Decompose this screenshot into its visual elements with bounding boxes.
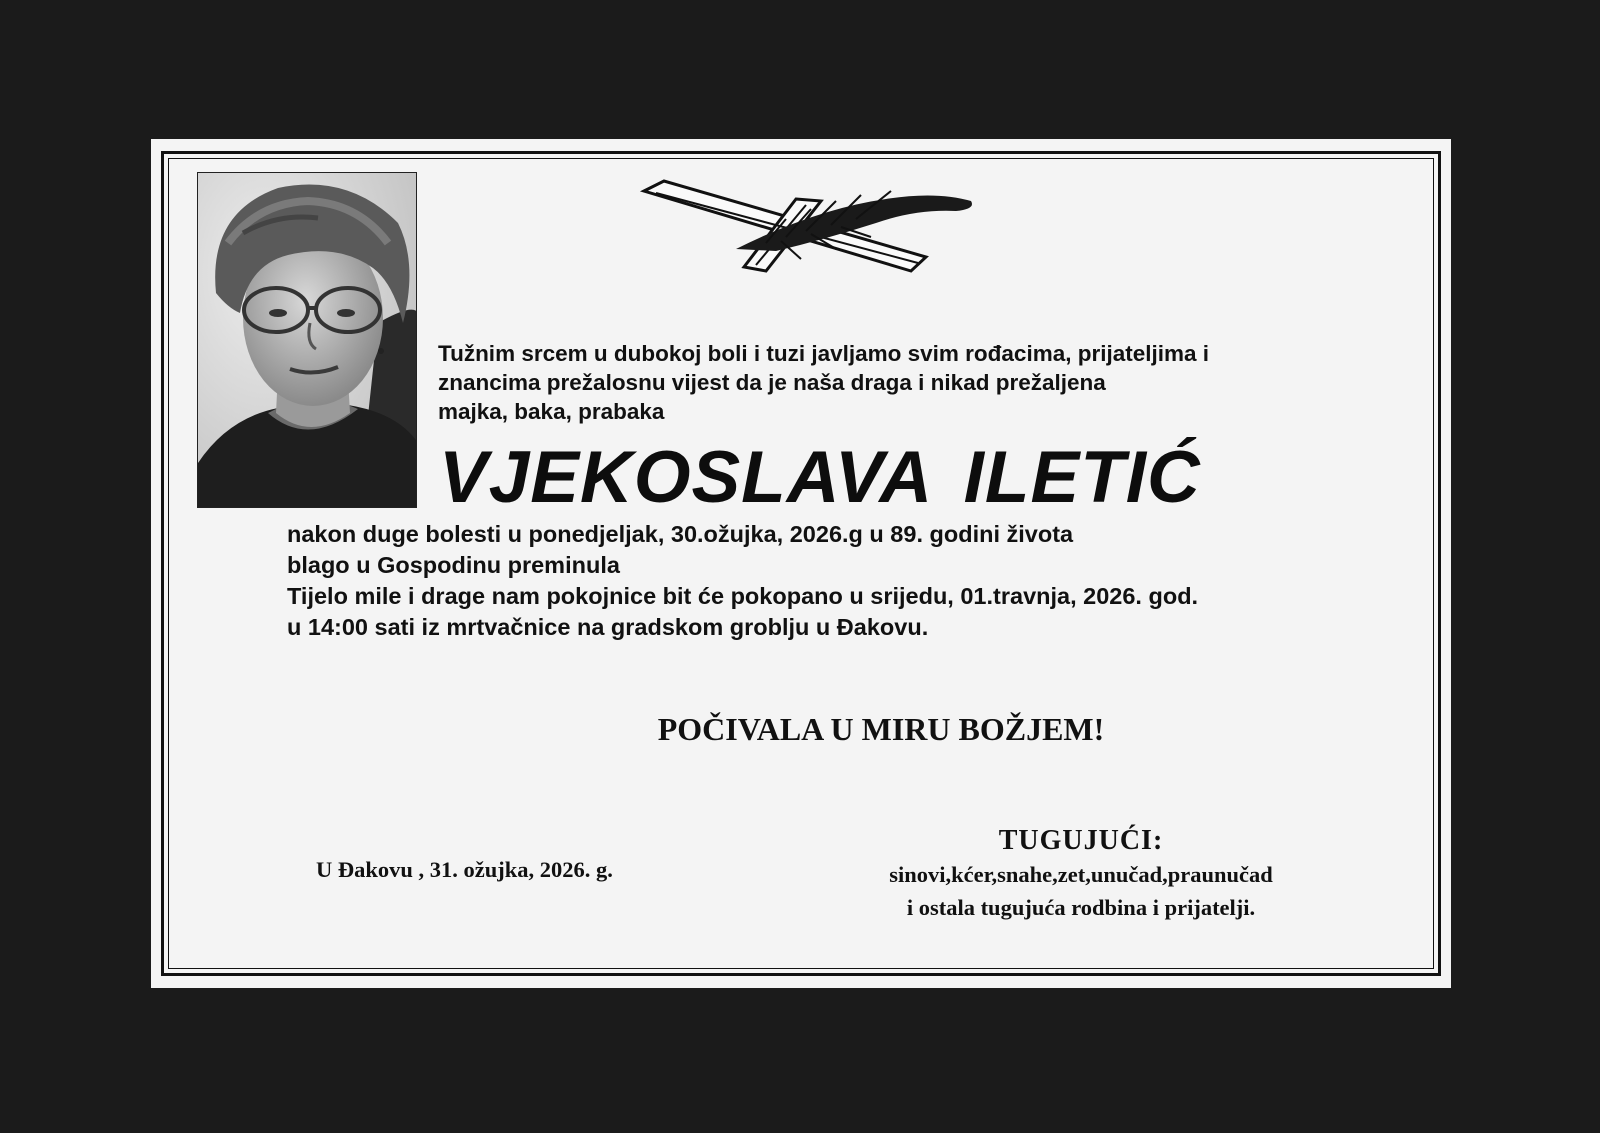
obituary-card [151, 139, 1451, 988]
mourners-heading: TUGUJUĆI: [998, 825, 1164, 856]
cross-with-palm-branch-icon [636, 179, 981, 279]
place-and-date: U Đakovu , 31. ožujka, 2026. g. [316, 857, 613, 882]
portrait-photo [197, 172, 417, 508]
mourners-line: sinovi,kćer,snahe,zet,unučad,praunučad [889, 862, 1273, 887]
portrait-icon [198, 173, 417, 508]
intro-text: Tužnim srcem u dubokoj boli i tuzi javljamo svim rođacima, prijateljima i znancima prežalosnu vijest da je naša draga i nikad prežaljena majka, baka, prabaka [438, 341, 1210, 424]
death-and-funeral-details: nakon duge bolesti u ponedjeljak, 30.ožujka, 2026.g u 89. godini života blago u Gospodinu preminula Tijelo mile i drage nam pokojnice bit će pokopano u srijedu, 01.travnja, 2026. god. u 14:00 sati iz mrtvačnice na gradskom groblju u Đakovu. [287, 521, 1199, 640]
rest-in-peace-line: POČIVALA U MIRU BOŽJEM! [657, 711, 1105, 747]
mourners-line: i ostala tugujuća rodbina i prijatelji. [906, 895, 1256, 920]
mourners-block [831, 824, 1331, 924]
deceased-name: VJEKOSLAVA ILETIĆ [439, 437, 1201, 518]
